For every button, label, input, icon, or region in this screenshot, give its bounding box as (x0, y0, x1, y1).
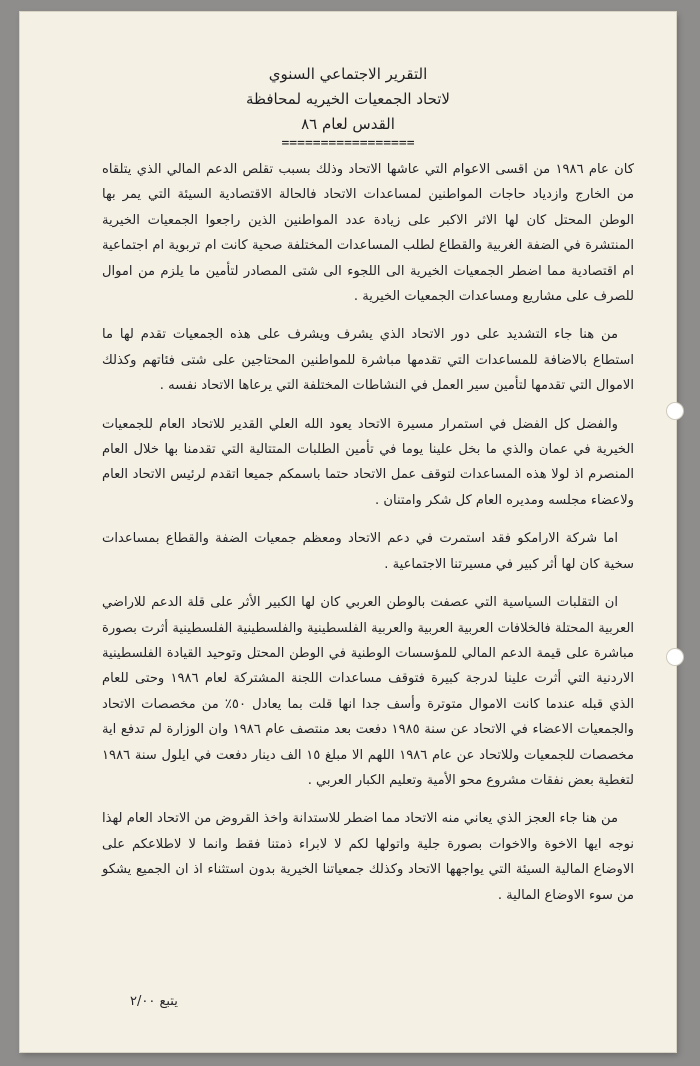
paragraph-4: اما شركة الارامكو فقد استمرت في دعم الاتحاد ومعظم جمعيات الضفة والقطاع بمساعدات سخية كان لها أثر كبير في مسيرتنا الاجتماعية . (102, 531, 634, 572)
report-year-line: القدس لعام ٨٦ (301, 115, 395, 133)
report-body (102, 157, 634, 921)
document-page (20, 12, 676, 1052)
report-header (20, 62, 676, 151)
paragraph-5: ان التقلبات السياسية التي عصفت بالوطن العربي كان لها الكبير الأثر على قلة الدعم للاراضي العربية المحتلة فالخلافات العربية العربية والعربية الفلسطينية والفلسطينية الفلسطينية أثرت بصورة مباشرة على قيمة الدعم المالي للمؤسسات الوطنية في الوطن المحتل وتوحيد القيادة الفلسطينية الاردنية التي أثرت علينا لدرجة كبيرة فتوقف مساعدات اللجنة المشتركة لعام ١٩٨٦ وحتى للعام الذي قبله عندما كانت الاموال متوترة وأسف جدا انها قلت بما يعادل ٥٠٪ من مخصصات الاتحاد والجمعيات الاعضاء في الاتحاد عن سنة ١٩٨٥ دفعت بعد منتصف عام ١٩٨٦ وان الوزارة لم تدفع اية مخصصات للجمعيات وللاتحاد عن عام ١٩٨٦ اللهم الا مبلغ ١٥ الف دينار دفعت في ايلول سنة ١٩٨٦ لتغطية بعض نفقات مشروع محو الأمية وتعليم الكبار العربي . (102, 595, 635, 788)
punch-hole-bottom (666, 648, 684, 666)
report-subtitle: لاتحاد الجمعيات الخيريه لمحافظة (246, 90, 450, 108)
header-rule: ================= (281, 136, 415, 151)
punch-hole-top (666, 402, 684, 420)
paragraph-1: كان عام ١٩٨٦ من اقسى الاعوام التي عاشها الاتحاد وذلك بسبب تقلص الدعم المالي الذي يتلقاه من الخارج وازدياد حاجات المواطنين لمساعدات الاتحاد فالحالة الاقتصادية السيئة التي يمر بها الوطن المحتل كان لها الاثر الاكبر على زيادة عدد المواطنين الذين راجعوا الجمعيات الخيرية المنتشرة في الضفة الغربية والقطاع لطلب المساعدات المختلفة صحية كانت ام تربوية ام اجتماعية ام اقتصادية مما اضطر الجمعيات الخيرية الى اللجوء الى شتى المصادر لتأمين ما يلزم من اموال للصرف على مشاريع ومساعدات الجمعيات الخيرية . (102, 162, 634, 305)
report-title: التقرير الاجتماعي السنوي (268, 65, 428, 83)
paragraph-3: والفضل كل الفضل في استمرار مسيرة الاتحاد يعود الله العلي القدير للاتحاد العام للجمعيات الخيرية في عمان والذي ما بخل علينا يوما في تأمين الطلبات المتتالية التي تقدمنا بها خلال العام المنصرم اذ لولا هذه المساعدات لتوقف عمل الاتحاد حتما باسمكم جميعا اتقدم لرئيس الاتحاد العام ولاعضاء مجلسه ومديره العام كل شكر وامتنان . (102, 416, 634, 508)
continued-note: يتبع ٢/٠٠ (130, 994, 178, 1009)
paragraph-6: من هنا جاء العجز الذي يعاني منه الاتحاد مما اضطر للاستدانة واخذ القروض من الاتحاد العام لهذا نوجه ايها الاخوة والاخوات بصورة جلية واتولها لكم لا لابراء ذمتنا فقط وانما لا لاطلاعكم على الاوضاع المالية السيئة التي يواجهها الاتحاد وكذلك جمعياتنا الخيرية بدون استثناء اذ ان الجميع يشكو من سوء الاوضاع المالية . (102, 811, 634, 903)
paragraph-2: من هنا جاء التشديد على دور الاتحاد الذي يشرف ويشرف على هذه الجمعيات تقدم لها ما استطاع بالاضافة للمساعدات التي تقدمها مباشرة للمواطنين المحتاجين على شتى فئاتهم وكذلك الاموال التي تقدمها لتأمين سير العمل في النشاطات المختلفة التي يرعاها الاتحاد نفسه . (102, 327, 634, 394)
